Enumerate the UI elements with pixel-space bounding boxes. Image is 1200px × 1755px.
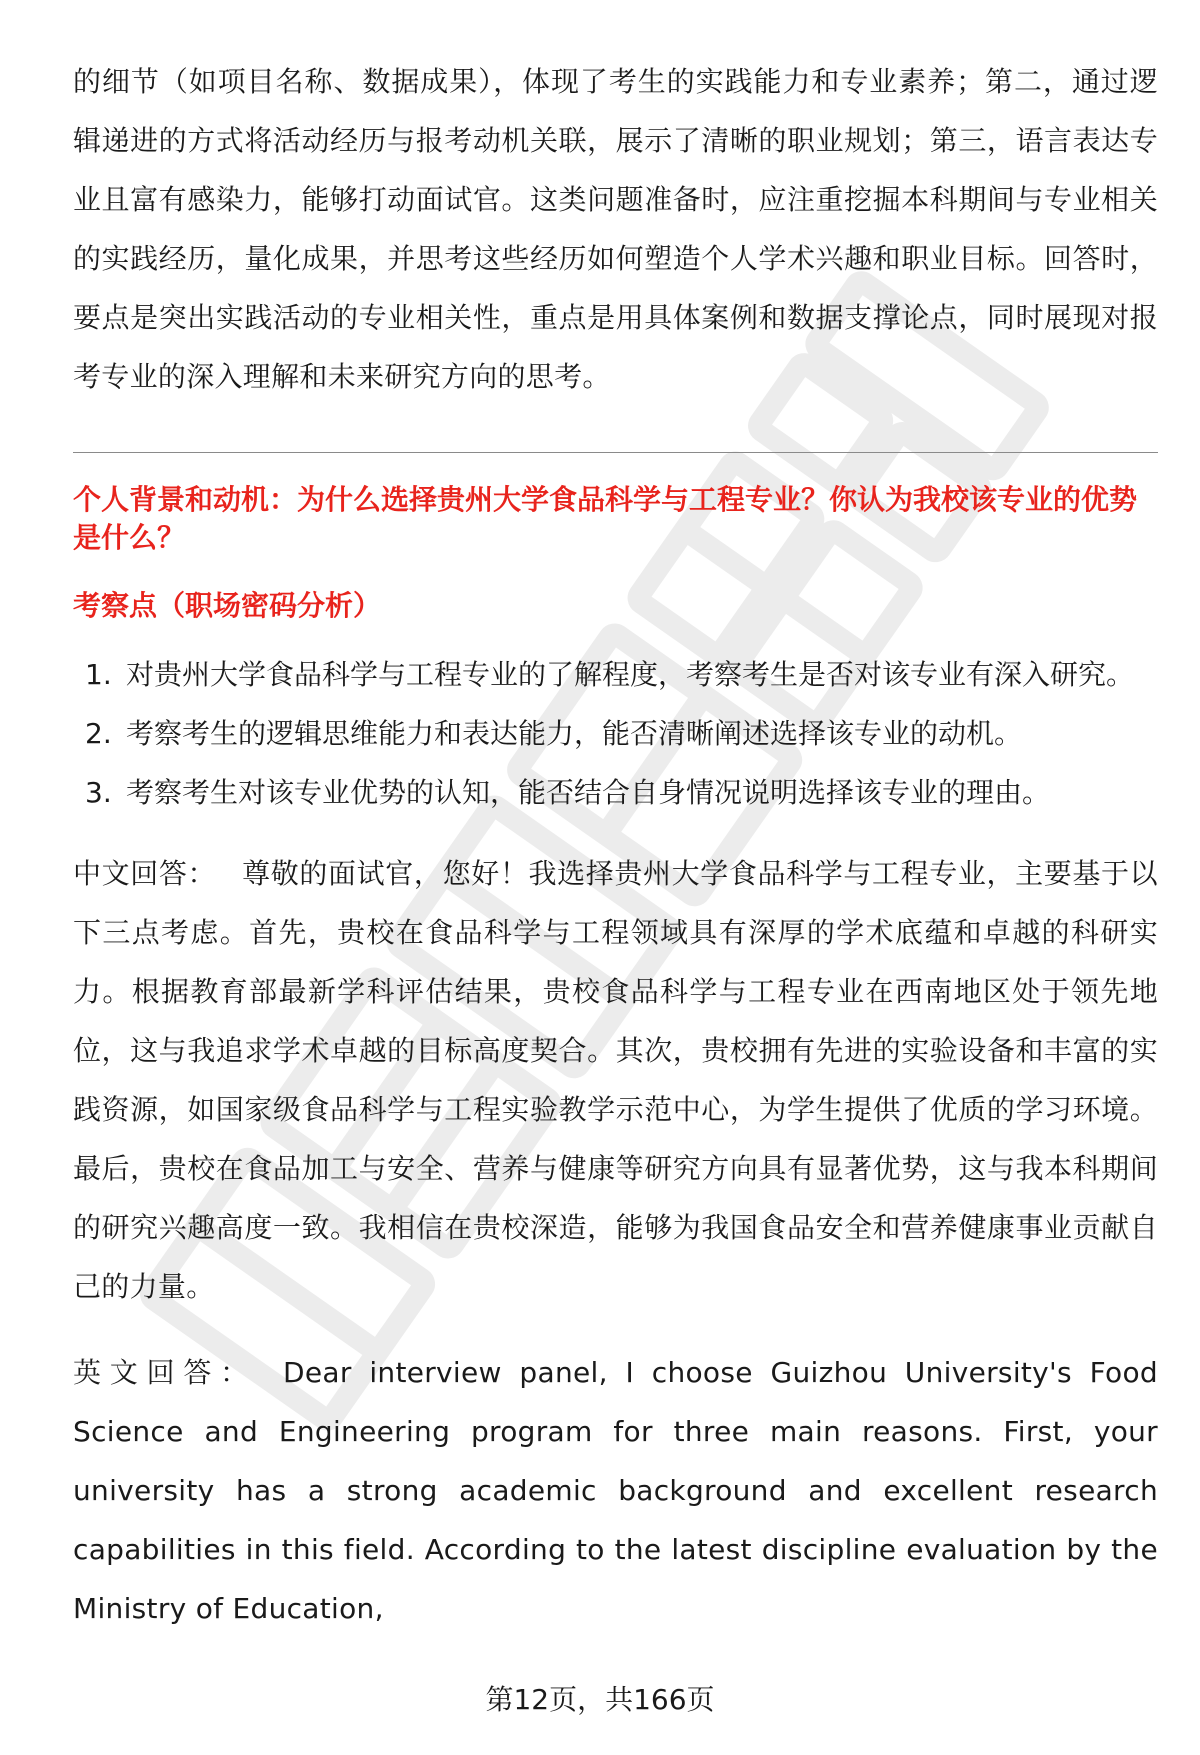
chinese-answer-label: 中文回答： — [73, 857, 217, 890]
list-item-text: 考察考生对该专业优势的认知，能否结合自身情况说明选择该专业的理由。 — [126, 776, 1051, 809]
list-item — [73, 645, 1158, 704]
english-answer-text: Dear interview panel, I choose Guizhou University's Food Science and Engineering program for three main reasons. First, your university has a strong academic background and excellent research capabilities in this field. According to the latest discipline evaluation by the Ministry of Education, — [73, 1356, 1158, 1625]
list-item-number: 1. — [85, 658, 112, 691]
list-item-text: 对贵州大学食品科学与工程专业的了解程度，考察考生是否对该专业有深入研究。 — [126, 658, 1135, 691]
list-item-number: 3. — [85, 776, 112, 809]
assessment-points-list — [73, 645, 1158, 822]
page-number-footer: 第12页，共166页 — [485, 1683, 715, 1716]
page-content — [73, 52, 1158, 1638]
list-item — [73, 763, 1158, 822]
list-item-text: 考察考生的逻辑思维能力和表达能力，能否清晰阐述选择该专业的动机。 — [126, 717, 1023, 750]
english-answer-label: 英文回答： — [73, 1356, 257, 1389]
english-answer — [73, 1343, 1158, 1638]
list-item-number: 2. — [85, 717, 112, 750]
list-item — [73, 704, 1158, 763]
question-title: 个人背景和动机：为什么选择贵州大学食品科学与工程专业？你认为我校该专业的优势是什么？ — [73, 483, 1138, 554]
chinese-answer-text: 尊敬的面试官，您好！我选择贵州大学食品科学与工程专业，主要基于以下三点考虑。首先，贵校在食品科学与工程领域具有深厚的学术底蕴和卓越的科研实力。根据教育部最新学科评估结果，贵校食品科学与工程专业在西南地区处于领先地位，这与我追求学术卓越的目标高度契合。其次，贵校拥有先进的实验设备和丰富的实践资源，如国家级食品科学与工程实验教学示范中心，为学生提供了优质的学习环境。最后，贵校在食品加工与安全、营养与健康等研究方向具有显著优势，这与我本科期间的研究兴趣高度一致。我相信在贵校深造，能够为我国食品安全和营养健康事业贡献自己的力量。 — [73, 857, 1158, 1303]
intro-paragraph: 的细节（如项目名称、数据成果），体现了考生的实践能力和专业素养；第二，通过逻辑递进的方式将活动经历与报考动机关联，展示了清晰的职业规划；第三，语言表达专业且富有感染力，能够打动面试官。这类问题准备时，应注重挖掘本科期间与专业相关的实践经历，量化成果，并思考这些经历如何塑造个人学术兴趣和职业目标。回答时，要点是突出实践活动的专业相关性，重点是用具体案例和数据支撑论点，同时展现对报考专业的深入理解和未来研究方向的思考。 — [73, 65, 1158, 393]
chinese-answer — [73, 844, 1158, 1316]
section-divider — [73, 452, 1158, 453]
points-heading: 考察点（职场密码分析） — [73, 589, 382, 622]
